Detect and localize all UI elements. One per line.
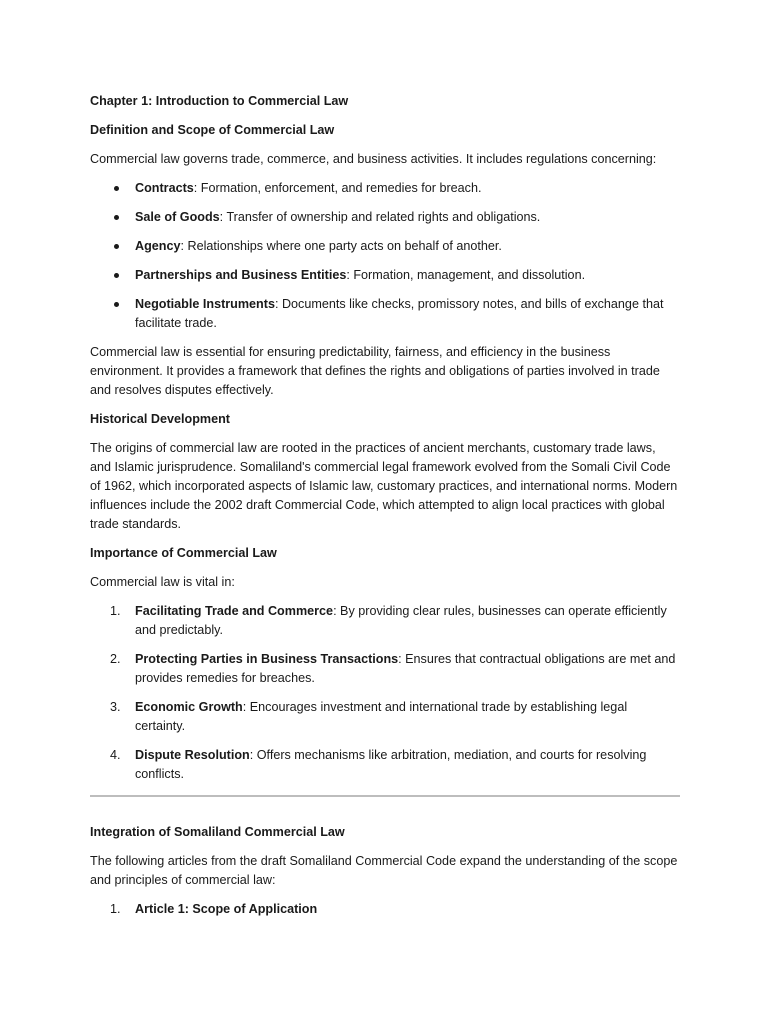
importance-numbered-list bbox=[90, 602, 680, 784]
list-item: Sale of Goods: Transfer of ownership and related rights and obligations. bbox=[90, 208, 680, 227]
list-item: 2. Protecting Parties in Business Transactions: Ensures that contractual obligations are met and provides remedies for breaches. bbox=[110, 652, 676, 685]
history-paragraph: The origins of commercial law are rooted in the practices of ancient merchants, customary trade laws, and Islamic jurisprudence. Somaliland's commercial legal framework evolved from the Somali Civil Code of 1962, which incorporated aspects of Islamic law, customary practices, and international norms. Modern influences include the 2002 draft Commercial Code, which attempted to align local practices with global trade standards. bbox=[90, 441, 678, 531]
section-intro: Commercial law governs trade, commerce, and business activities. It includes regulations concerning: bbox=[90, 152, 657, 166]
section-closing: Commercial law is essential for ensuring predictability, fairness, and efficiency in the business environment. It provides a framework that defines the rights and obligations of parties involved in trade and resolves disputes effectively. bbox=[90, 345, 660, 397]
scope-bullet-list bbox=[90, 179, 680, 333]
list-item: Agency: Relationships where one party acts on behalf of another. bbox=[90, 237, 680, 256]
list-item: Contracts: Formation, enforcement, and remedies for breach. bbox=[90, 179, 680, 198]
list-item: Partnerships and Business Entities: Formation, management, and dissolution. bbox=[90, 266, 680, 285]
document-page bbox=[90, 92, 680, 929]
section-heading-importance: Importance of Commercial Law bbox=[90, 546, 277, 560]
integration-intro: The following articles from the draft Somaliland Commercial Code expand the understanding of the scope and principles of commercial law: bbox=[90, 854, 678, 887]
horizontal-divider bbox=[90, 795, 680, 797]
bullet-icon bbox=[114, 186, 119, 191]
list-item: 3. Economic Growth: Encourages investment and international trade by establishing legal certainty. bbox=[110, 700, 628, 733]
section-heading-history: Historical Development bbox=[90, 412, 230, 426]
list-item: Negotiable Instruments: Documents like checks, promissory notes, and bills of exchange that facilitate trade. bbox=[90, 295, 680, 333]
list-item: 1. Facilitating Trade and Commerce: By providing clear rules, businesses can operate efficiently and predictably. bbox=[110, 604, 667, 637]
chapter-title: Chapter 1: Introduction to Commercial Law bbox=[90, 94, 349, 108]
section-heading-definition: Definition and Scope of Commercial Law bbox=[90, 123, 335, 137]
bullet-icon bbox=[114, 273, 119, 278]
importance-intro: Commercial law is vital in: bbox=[90, 575, 235, 589]
section-heading-integration: Integration of Somaliland Commercial Law bbox=[90, 825, 345, 839]
bullet-icon bbox=[114, 244, 119, 249]
bullet-icon bbox=[114, 302, 119, 307]
list-item: 1. Article 1: Scope of Application bbox=[110, 902, 318, 916]
bullet-icon bbox=[114, 215, 119, 220]
articles-numbered-list bbox=[90, 900, 680, 919]
list-item: 4. Dispute Resolution: Offers mechanisms like arbitration, mediation, and courts for resolving conflicts. bbox=[110, 748, 647, 781]
